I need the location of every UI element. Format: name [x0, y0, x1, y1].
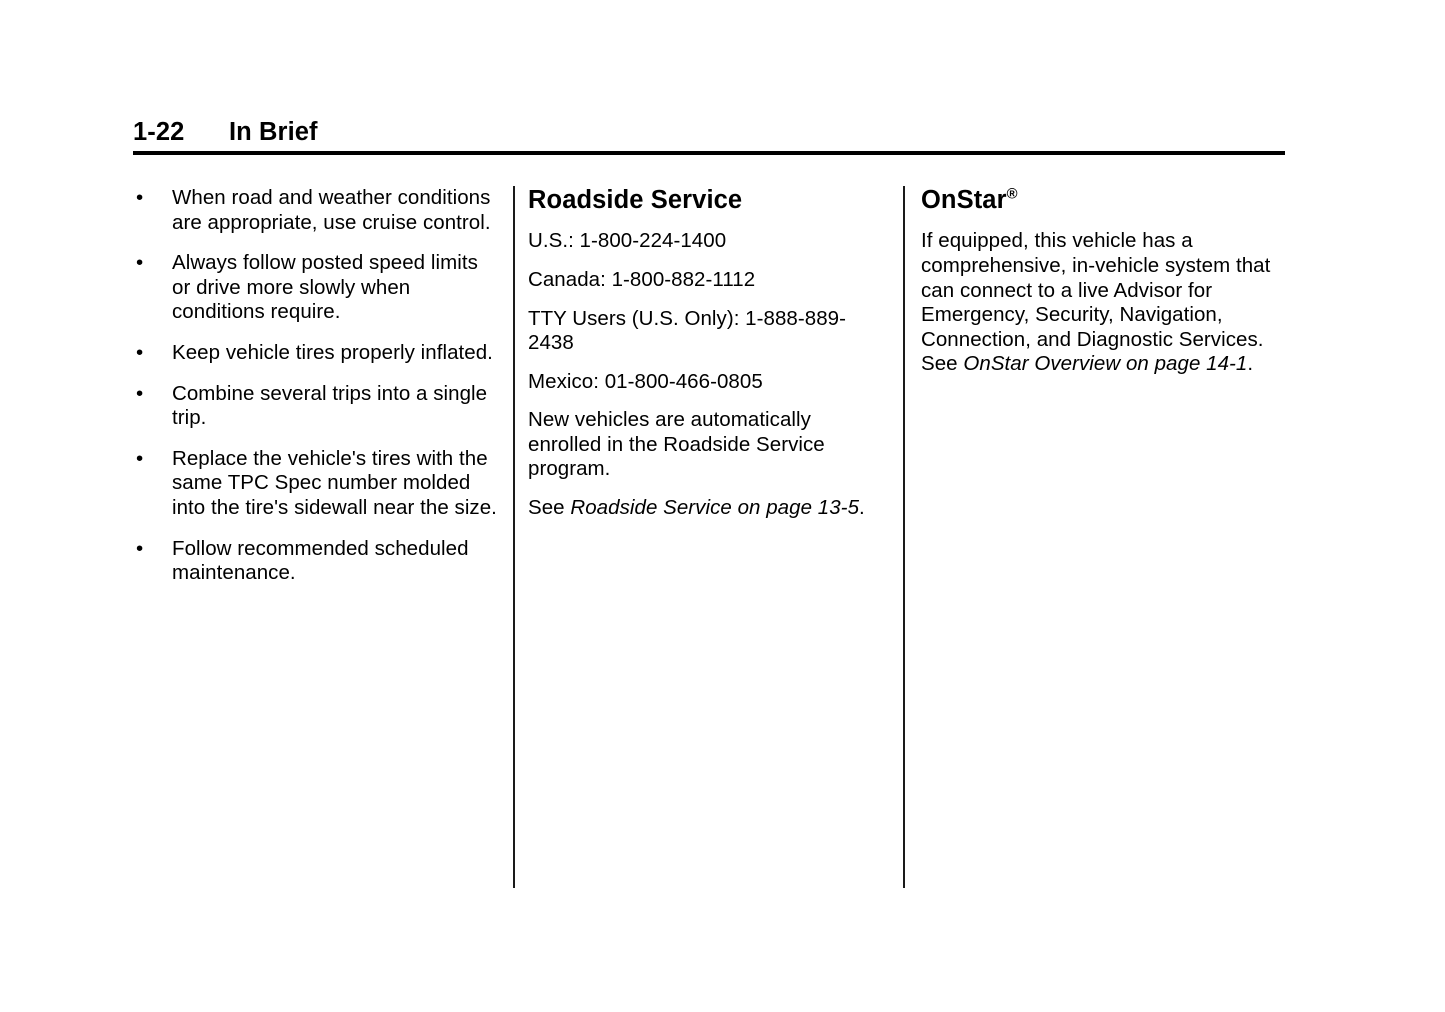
phone-mexico: Mexico: 01-800-466-0805	[528, 369, 763, 393]
registered-trademark-icon: ®	[1006, 186, 1018, 203]
phone-tty: TTY Users (U.S. Only): 1-888-889-2438	[528, 306, 846, 355]
column-divider-right	[903, 186, 905, 888]
list-item-text: Follow recommended scheduled maintenance.	[172, 536, 469, 585]
bullet-icon: •	[136, 340, 144, 364]
description-suffix: .	[1247, 352, 1254, 376]
list-item	[133, 341, 498, 366]
page-number: 1-22	[133, 118, 185, 146]
page-header	[133, 118, 1285, 155]
column-one	[133, 186, 498, 586]
column-divider-left	[513, 186, 515, 888]
list-item-text: Keep vehicle tires properly inflated.	[172, 340, 493, 364]
enrollment-paragraph: New vehicles are automatically enrolled in the Roadside Service program.	[528, 408, 825, 481]
list-item	[133, 447, 498, 521]
cross-reference-link: OnStar Overview on page 14-1	[963, 352, 1248, 376]
roadside-service-heading: Roadside Service	[528, 186, 743, 214]
driving-tips-list	[133, 186, 498, 586]
see-suffix: .	[859, 496, 865, 520]
bullet-icon: •	[136, 186, 144, 209]
list-item-text: Combine several trips into a single trip.	[172, 381, 488, 430]
list-item-text: Always follow posted speed limits or drive more slowly when conditions require.	[172, 251, 478, 324]
list-item-text: When road and weather conditions are appropriate, use cruise control.	[172, 186, 491, 234]
list-item	[133, 251, 498, 325]
column-two	[528, 186, 878, 521]
column-three	[921, 186, 1285, 377]
bullet-icon: •	[136, 446, 144, 470]
bullet-icon: •	[136, 381, 144, 405]
phone-canada: Canada: 1-800-882-1112	[528, 267, 756, 291]
see-prefix: See	[528, 496, 571, 520]
onstar-description-text: If equipped, this vehicle has a comprehensive, in-vehicle system that can connect to a live Advisor for Emergency, Security, Navigation, Connection, and Diagnostic Services. See	[921, 229, 1271, 376]
bullet-icon: •	[136, 251, 144, 275]
bullet-icon: •	[136, 536, 144, 560]
header-line	[133, 118, 1285, 151]
onstar-heading-text: OnStar	[921, 186, 1007, 214]
onstar-description	[921, 229, 1285, 377]
phone-us: U.S.: 1-800-224-1400	[528, 229, 727, 253]
list-item	[133, 537, 498, 586]
list-item	[133, 186, 498, 235]
cross-reference-link: Roadside Service on page 13-5	[570, 496, 860, 520]
header-divider-rule	[133, 151, 1285, 155]
list-item-text: Replace the vehicle's tires with the same TPC Spec number molded into the tire's sidewall near the size.	[172, 446, 497, 519]
roadside-cross-reference	[528, 496, 878, 521]
list-item	[133, 382, 498, 431]
chapter-title: In Brief	[229, 118, 318, 146]
onstar-heading	[921, 186, 1285, 215]
